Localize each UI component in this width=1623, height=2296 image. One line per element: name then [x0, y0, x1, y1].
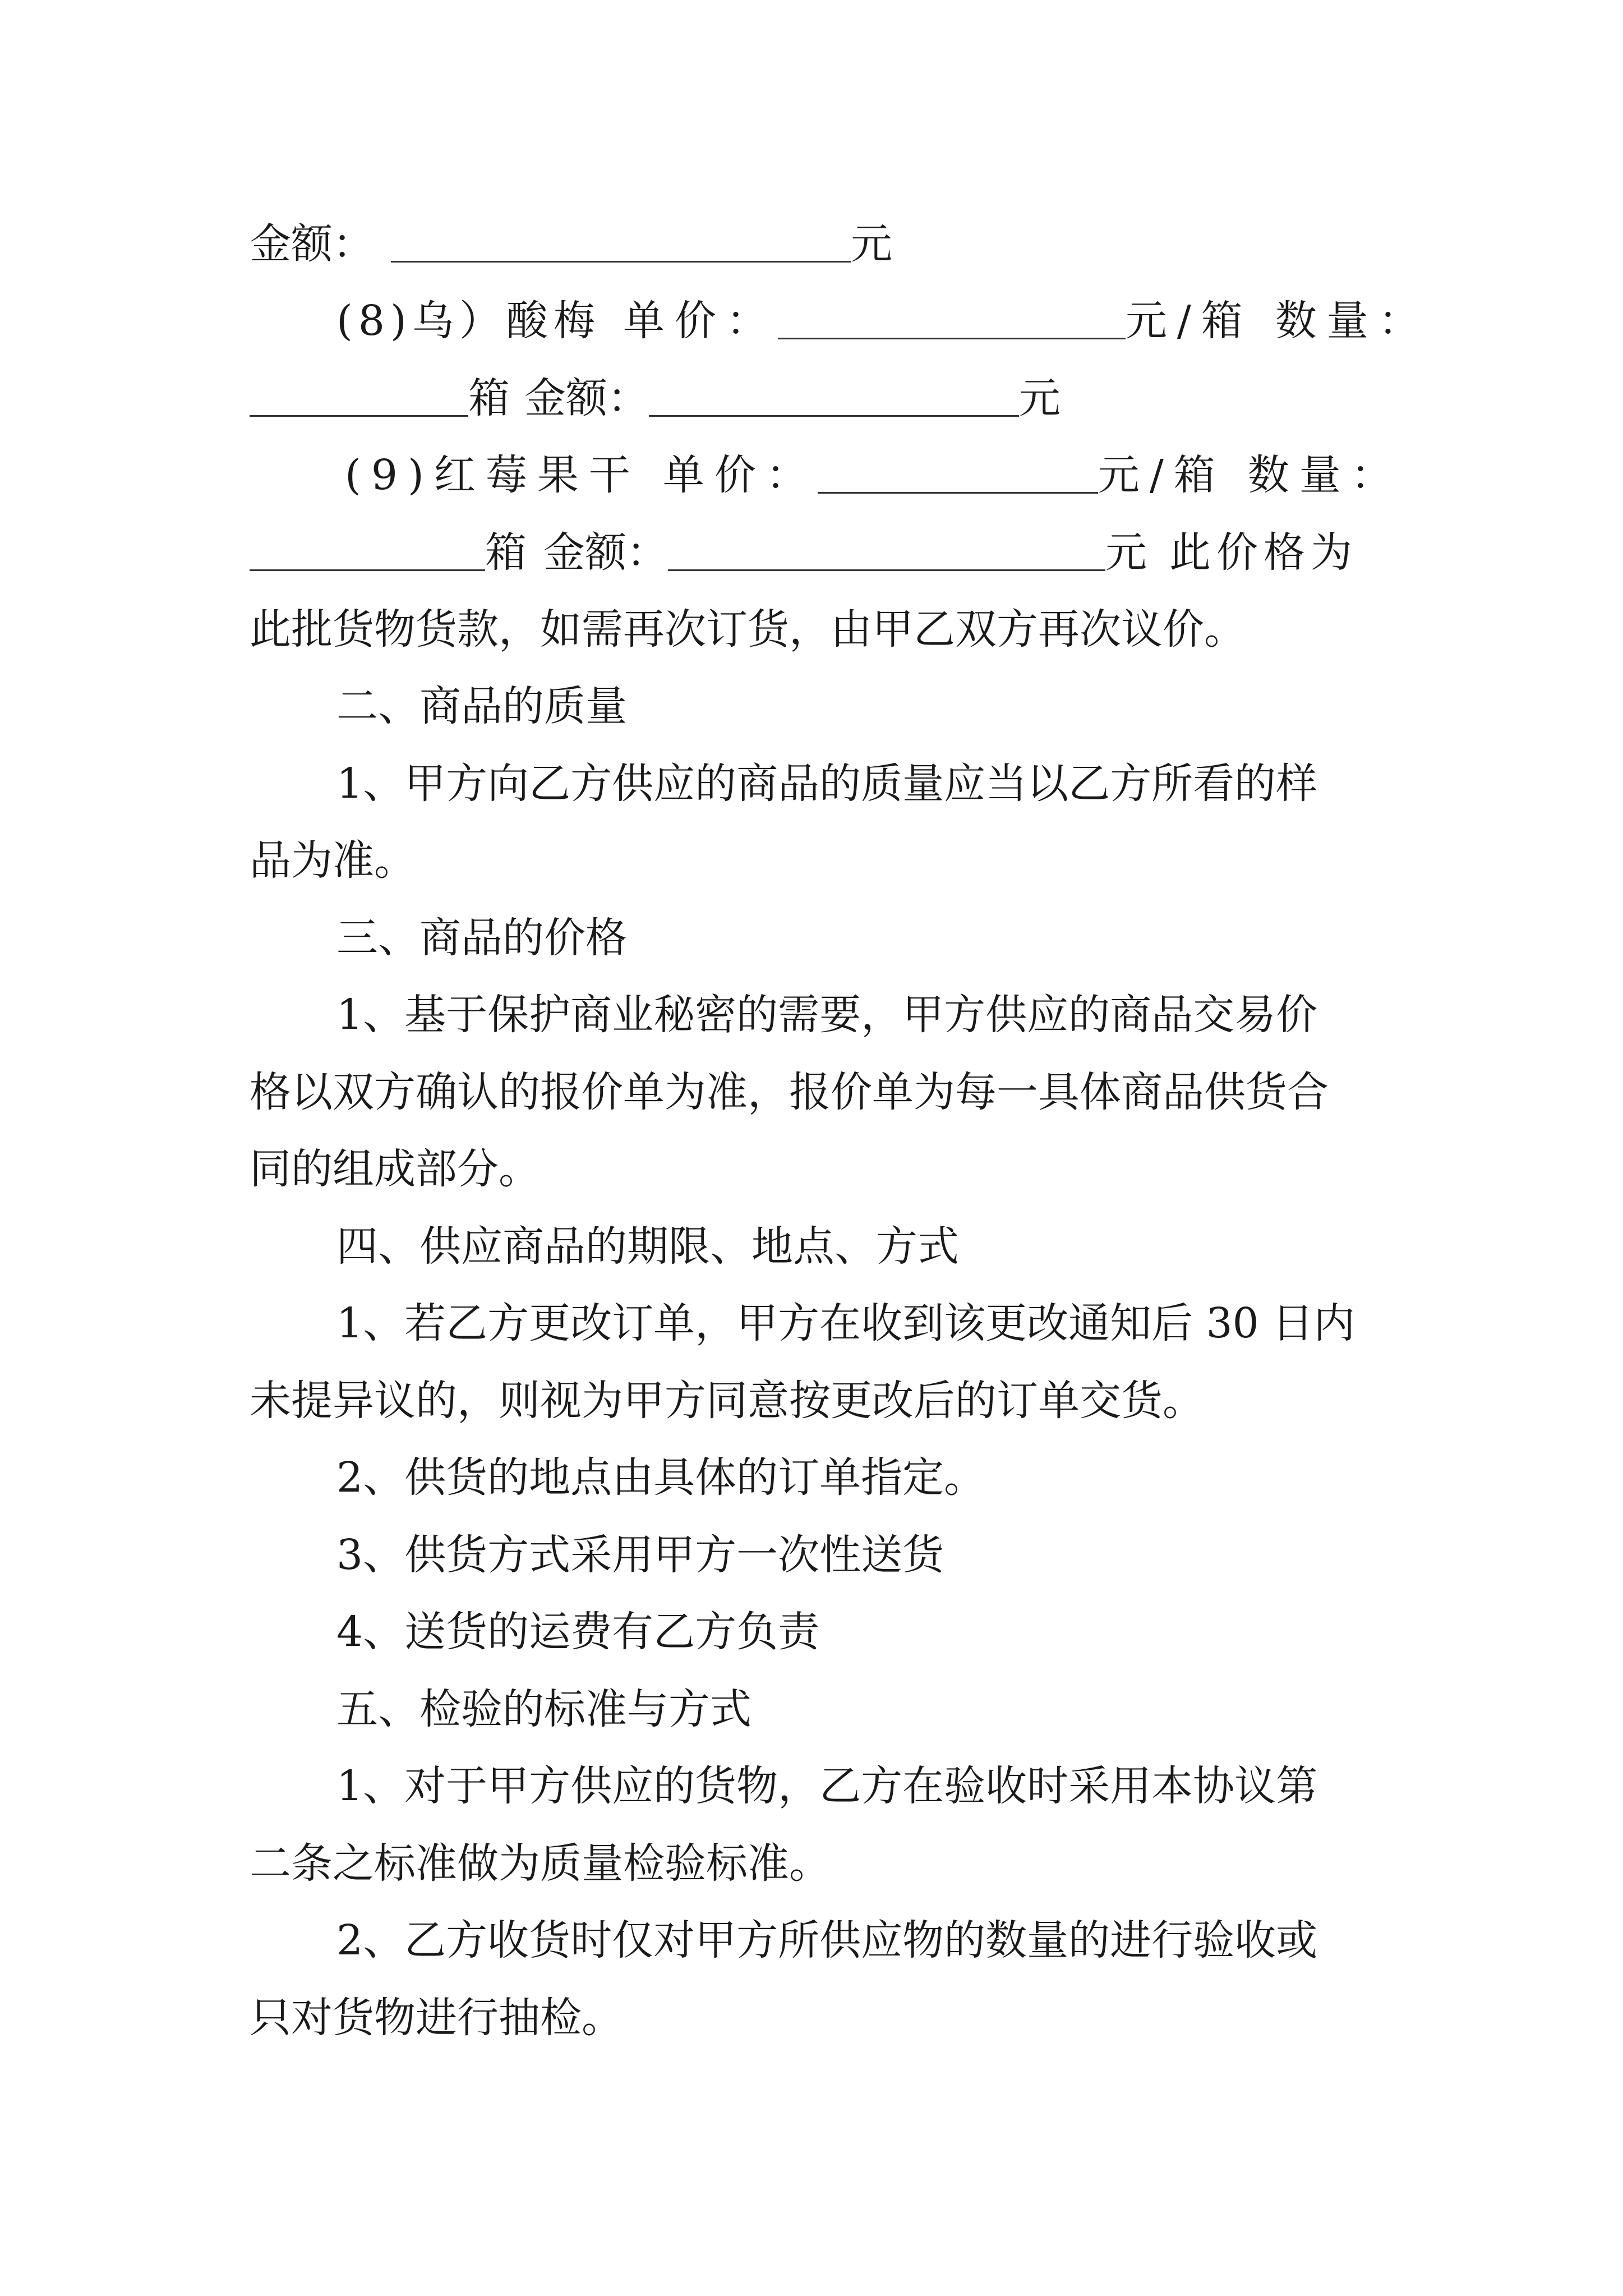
sec2-p1-a: 1、甲方向乙方供应的商品的质量应当以乙方所看的样: [336, 760, 1318, 808]
sec2-p1-b: 品为准。: [250, 836, 416, 885]
sec3-p1-c: 同的组成部分。: [250, 1145, 540, 1193]
sec3-p1-b: 格以双方确认的报价单为准，报价单为每一具体商品供货合: [250, 1068, 1329, 1116]
item9-price-blank[interactable]: [818, 456, 1098, 494]
item9-name: (9)红莓果干: [345, 451, 640, 499]
item8-box: 箱: [468, 374, 510, 422]
price-note-line: [250, 605, 1246, 654]
item8-unit-box: 元/箱: [1125, 297, 1253, 345]
item8-price-blank[interactable]: [778, 302, 1126, 339]
sec5-p1-b: 二条之标准做为质量检验标准。: [250, 1839, 831, 1888]
item8-yuan: 元: [1019, 374, 1061, 422]
sec5-p2-a: 2、乙方收货时仅对甲方所供应物的数量的进行验收或: [336, 1916, 1318, 1964]
item8-amount-blank[interactable]: [649, 379, 1019, 417]
price-note-a: 此价格为: [1169, 528, 1358, 577]
item8-name: (8)乌）酸梅: [336, 297, 601, 345]
yuan-unit: 元: [851, 220, 892, 268]
amount-blank[interactable]: [391, 225, 851, 263]
amount-label: 金额：: [250, 220, 374, 268]
sec4-p1-b: 未提异议的，则视为甲方同意按更改后的订单交货。: [250, 1377, 1204, 1425]
sec5-p2-b: 只对货物进行抽检。: [250, 1994, 623, 2042]
item9-qty-blank[interactable]: [250, 533, 485, 571]
sec4-p3: 3、供货方式采用甲方一次性送货: [336, 1531, 944, 1579]
item8-line-2: [250, 374, 1061, 422]
item8-price-label: 单价：: [623, 297, 778, 345]
sec3-p1-a: 1、基于保护商业秘密的需要，甲方供应的商品交易价: [336, 991, 1318, 1039]
item9-qty-label: 数量：: [1247, 451, 1403, 499]
item9-yuan: 元: [1105, 528, 1147, 577]
item8-amount-label: 金额：: [524, 374, 649, 422]
item9-price-label: 单价：: [662, 451, 818, 499]
sec5-p1-a: 1、对于甲方供应的货物，乙方在验收时采用本协议第: [336, 1762, 1318, 1810]
item9-line: [345, 451, 1403, 499]
item8-line: [336, 297, 1430, 345]
sec4-p1-a: 1、若乙方更改订单，甲方在收到该更改通知后 30 日内: [336, 1299, 1355, 1347]
item9-box: 箱: [485, 528, 527, 577]
amount-line-1: [250, 220, 892, 268]
sec4-p2: 2、供货的地点由具体的订单指定。: [336, 1453, 986, 1502]
section-3-title: 三、商品的价格: [336, 914, 627, 962]
item9-line-2: [250, 528, 1358, 577]
item8-qty-blank[interactable]: [250, 379, 468, 417]
item8-qty-label: 数量：: [1275, 297, 1430, 345]
section-5-title: 五、检验的标准与方式: [336, 1685, 751, 1733]
item9-amount-label: 金额：: [543, 528, 668, 577]
item9-unit-box: 元/箱: [1098, 451, 1225, 499]
item9-amount-blank[interactable]: [668, 533, 1105, 571]
price-note-b: 此批货物货款，如需再次订货，由甲乙双方再次议价。: [250, 605, 1246, 654]
sec4-p4: 4、送货的运费有乙方负责: [336, 1608, 820, 1656]
section-4-title: 四、供应商品的期限、地点、方式: [336, 1222, 959, 1271]
section-2-title: 二、商品的质量: [336, 682, 627, 730]
